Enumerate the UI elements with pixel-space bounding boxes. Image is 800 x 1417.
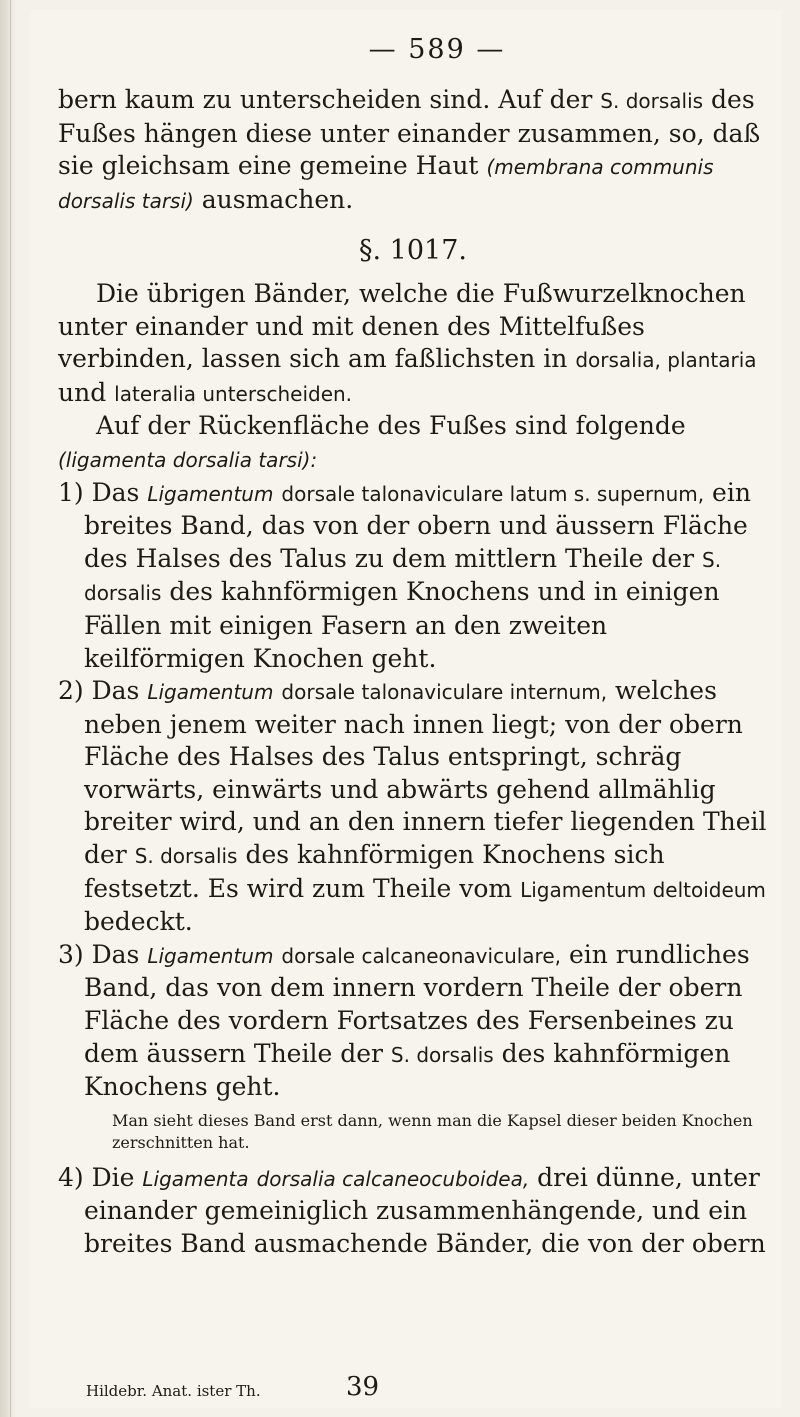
binding-line <box>10 0 11 1417</box>
book-page <box>30 10 782 1408</box>
note-small-print: Man sieht dieses Band erst dann, wenn man die Kapsel dieser beiden Knochen zerschnitten hat. <box>112 1110 753 1152</box>
list-item-3: 3) Das Ligamentum dorsale calcaneonaviculare, ein rundliches Band, das von dem innern vordern Theile der obern Fläche des vordern Fortsatzes des Fersenbeines zu dem äussern Theile der S. dorsalis des kahnförmigen Knochens geht. <box>58 939 750 1102</box>
page-body <box>58 84 768 1261</box>
list-item-1: 1) Das Ligamentum dorsale talonaviculare latum s. supernum, ein breites Band, das von der obern und äussern Fläche des Halses des Talus zu dem mittlern Theile der S. dorsalis des kahnförmigen Knochens und in einigen Fällen mit einigen Fasern an den zweiten keilförmigen Knochen geht. <box>58 477 751 673</box>
page-number: — 589 — <box>368 34 506 65</box>
sheet-number: 39 <box>346 1372 380 1402</box>
signature-mark: Hildebr. Anat. ister Th. <box>86 1382 261 1400</box>
section-heading: §. 1017. <box>359 235 467 267</box>
list-item-4: 4) Die Ligamenta dorsalia calcaneocuboidea, drei dünne, unter einander gemeiniglich zusammenhängende, und ein breites Band ausmachende Bänder, die von der obern <box>58 1162 766 1258</box>
dorsal-ligaments-intro: Auf der Rückenfläche des Fußes sind folgende (ligamenta dorsalia tarsi): <box>58 411 686 472</box>
page-footer <box>86 1372 786 1412</box>
section-intro: Die übrigen Bänder, welche die Fußwurzelknochen unter einander und mit denen des Mittelfußes verbinden, lassen sich am faßlichsten in dorsalia, plantaria und lateralia unterscheiden. <box>58 278 757 407</box>
list-item-2: 2) Das Ligamentum dorsale talonaviculare internum, welches neben jenem weiter nach innen liegt; von der obern Fläche des Halses des Talus entspringt, schräg vorwärts, einwärts und abwärts gehend allmählig breiter wird, und an den innern tiefer liegenden Theil der S. dorsalis des kahnförmigen Knochens sich festsetzt. Es wird zum Theile vom Ligamentum deltoideum bedeckt. <box>58 676 767 937</box>
page-gutter-shadow <box>0 0 16 1417</box>
continuation-paragraph: bern kaum zu unterscheiden sind. Auf der S. dorsalis des Fußes hängen diese unter einander zusammen, so, daß sie gleichsam eine gemeine Haut (membrana communis dorsalis tarsi) ausmachen. <box>58 85 761 214</box>
